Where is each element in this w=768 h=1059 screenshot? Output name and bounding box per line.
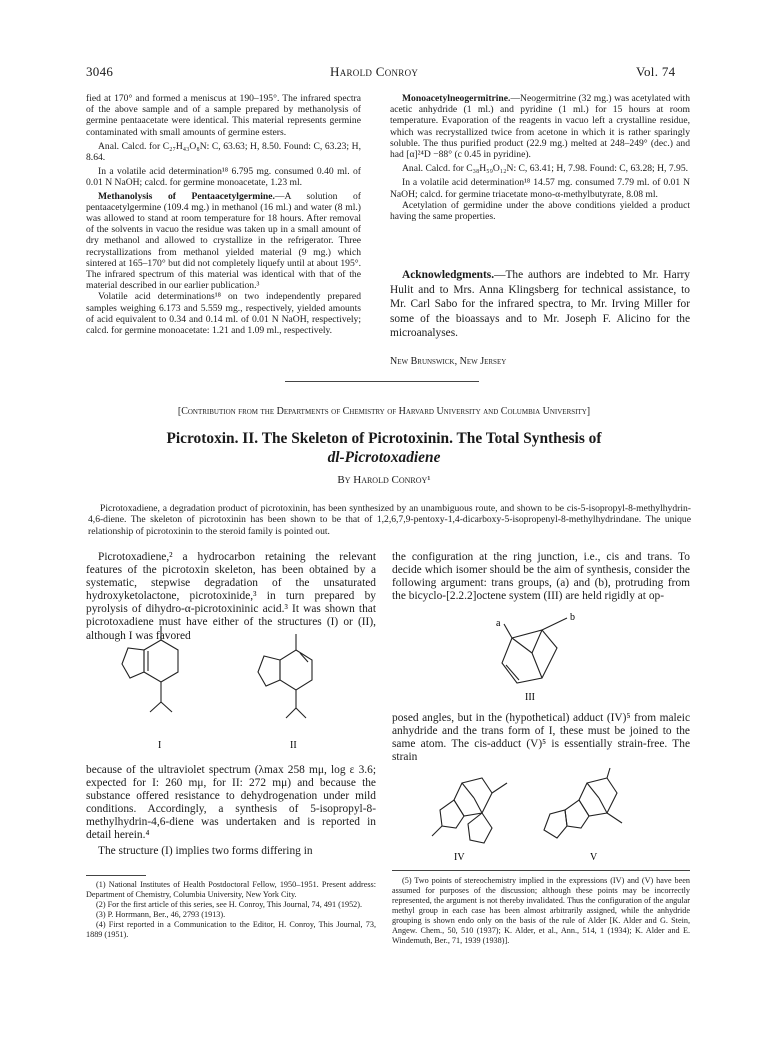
paragraph: The structure (I) implies two forms differing in [98, 844, 313, 857]
byline: By Harold Conroy¹ [337, 474, 431, 486]
structure-III [392, 608, 690, 703]
left-body-bottom [86, 764, 376, 858]
structure-I-ring-b [122, 648, 144, 678]
page-number: 3046 [86, 64, 114, 79]
right-body-middle [392, 712, 690, 764]
paragraph: because of the ultraviolet spectrum (λmax 258 mμ, log ε 3.6; expected for I: 260 mμ, for II: 272 mμ) and because the substance offered resistance to dehydrogenation under mild conditions. Accordingly, a synthesis of 5-isopropyl-8-methylhydrin-4,6-diene was undertaken and is reported in detail herein.⁴ [86, 764, 376, 842]
footnote: (1) National Institutes of Health Postdoctoral Fellow, 1950–1951. Present address: Department of Chemistry, Columbia University, New York City. [86, 880, 376, 899]
paragraph-text: —The authors are indebted to Mr. Harry Hulit and to Mrs. Anna Klingsberg for technical assistance, to Mr. Carl Sabo for the infrared spectra, to Mr. Irving Miller for some of the bioassays and to Mr. Joseph F. Alicino for the microanalyses. [390, 269, 690, 340]
group-a-bond [504, 624, 512, 638]
label-II: II [290, 740, 297, 751]
footnote: (5) Two points of stereochemistry implied in the expressions (IV) and (V) have been assumed for purposes of the discussion; although these points may be incorrectly represented, the argument is not thereby invalidated. Thus the configuration of the angular methyl group in each case has been almost arbitrarily assigned, while the anhydride grouping is shown endo only on the basis of the rule of Alder [K. Alder and G. Stein, Angew. Chem., 50, 510 (1937); K. Alder, et al., Ann., 514, 1 (1934); K. Alder and E. Windemuth, Ber., 71, 1939 (1938)]. [392, 876, 690, 945]
paragraph [390, 93, 690, 160]
paragraph: In a volatile acid determination¹⁸ 14.57 mg. consumed 7.79 ml. of 0.01 N NaOH; calcd. for germine triacetate mono-α-methylbutyrate, 8.08 ml. [390, 177, 690, 200]
anhydride-ring [544, 810, 567, 838]
footnotes-left [86, 880, 376, 940]
group-b-bond [542, 618, 567, 630]
paragraph [86, 191, 361, 292]
paragraph: Picrotoxadiene,² a hydrocarbon retaining the relevant features of the picrotoxin skeleton, has been obtained by a systematic, stepwise degradation of the unsaturated hydroxyketolactone, picrotoxinide,³ in turn prepared by pyrolysis of dihydro-α-picrotoxininic acid.³ It was shown that picrotoxadiene must have either of the structures (I) or (II), although I was favored [86, 551, 376, 642]
abstract-text: Picrotoxadiene, a degradation product of picrotoxinin, has been synthesized by an unambiguous route, and shown to be cis-5-isopropyl-8-methylhydrin-4,6-diene. The skeleton of picrotoxinin has been shown to be that of 1,2,6,7,9-pentoxy-1,4-dicarboxy-5-isopropenyl-8-methylhydrindane. The unique relationship of picrotoxinin to the steroid family is pointed out. [88, 503, 691, 537]
label-b: b [570, 612, 575, 623]
paragraph-text: —Neogermitrine (32 mg.) was acetylated with acetic anhydride (1 ml.) and pyridine (1 ml.) for 15 hours at room temperature. Evaporation of the reagents in vacuo left a crystalline residue, which was recrystallized twice from acetone in which it is rather sparingly soluble. The thus purified product (22.9 mg.) melted at 248–249° (dec.) and had [α]²⁴D −88° (c 0.45 in pyridine). [390, 93, 690, 161]
bond [492, 783, 507, 793]
anhydride-ring [468, 813, 492, 843]
running-author: Harold Conroy [330, 64, 419, 79]
structure-II-ring-a [280, 650, 312, 690]
divider [285, 381, 479, 382]
bond [599, 798, 607, 813]
section-heading: Acknowledgments. [402, 269, 495, 281]
label-I: I [158, 740, 162, 751]
section-heading: Methanolysis of Pentaacetylgermine. [98, 190, 275, 202]
structures-I-II [86, 620, 376, 755]
footnote-rule [392, 870, 690, 871]
bridge [512, 638, 532, 653]
article-title: Picrotoxin. II. The Skeleton of Picrotoxinin. The Total Synthesis of [166, 430, 602, 447]
paragraph: Acetylation of germidine under the above conditions yielded a product having the same properties. [390, 199, 690, 223]
label-III: III [525, 692, 535, 703]
paragraph-text: —A solution of pentaacetylgermine (109.4 mg.) in methanol (16 ml.) and water (8 ml.) was allowed to stand at room temperature for 18 hours. After removal of the solvents in vacuo the residue was taken up in a small amount of dry methanol and allowed to crystallize in the refrigerator. Three recrystallizations from methanol yielded material (9 mg.) which sintered at 165–170° but did not completely liquefy until at about 195°. The infrared spectrum of this material was identical with that of the material described in our earlier publication.³ [86, 190, 361, 292]
footnote: (3) P. Horrmann, Ber., 46, 2793 (1913). [96, 910, 226, 919]
bond [607, 813, 622, 823]
paragraph: fied at 170° and formed a meniscus at 190–195°. The infrared spectra of the above sample and of a sample prepared by methanolysis of germine pentaacetate were identical. This material represents germine contaminated with small amounts of germine esters. [86, 93, 361, 138]
bond [474, 798, 482, 813]
place: New Brunswick, New Jersey [390, 356, 507, 367]
label-V: V [590, 852, 598, 863]
double-bond [300, 653, 308, 662]
bond [587, 783, 599, 798]
bond [462, 783, 474, 798]
right-body-top [392, 551, 690, 603]
volume: Vol. 74 [636, 64, 676, 79]
structure-I-ring-a [144, 640, 178, 682]
label-a: a [496, 618, 501, 629]
paragraph: posed angles, but in the (hypothetical) adduct (IV)⁵ from maleic anhydride and the trans form of I, these must be joined to the same atom. The cis-adduct (V)⁵ is essentially strain-free. The strain [392, 712, 690, 764]
footnote: (4) First reported in a Communication to the Editor, H. Conroy, This Journal, 73, 1889 (1951). [86, 920, 376, 939]
footnote-rule [86, 875, 146, 876]
left-top-column [86, 93, 361, 336]
label-IV: IV [454, 852, 465, 863]
isopropyl-bond [286, 708, 296, 718]
isopropyl-bond [150, 702, 161, 712]
bond [432, 826, 442, 836]
paragraph: Anal. Calcd. for C₂₇H₄₃O₈N: C, 63.63; H, 8.50. Found: C, 63.23; H, 8.64. [86, 140, 361, 164]
paragraph: In a volatile acid determination¹⁸ 6.795 mg. consumed 0.40 ml. of 0.01 N NaOH; calcd. for germine monoacetate, 1.23 ml. [86, 166, 361, 189]
paragraph: Volatile acid determinations¹⁸ on two independently prepared samples weighing 6.173 and 5.559 mg., respectively, yielded amounts of acid equivalent to 0.34 and 0.14 ml. of 0.01 N NaOH, respectively; calcd. for germine monoacetate: 1.21 and 1.09 ml., respectively. [86, 291, 361, 337]
footnote: (2) For the first article of this series, see H. Conroy, This Journal, 74, 491 (1952). [96, 900, 363, 909]
right-top-column [390, 93, 690, 222]
section-heading: Monoacetylneogermitrine. [402, 93, 511, 104]
acknowledgments [390, 268, 690, 341]
paragraph: Anal. Calcd. for C₃₈H₅₉O₁₂N: C, 63.41; H, 7.98. Found: C, 63.28; H, 7.95. [402, 163, 689, 175]
structure-II-ring-b [258, 656, 280, 686]
article-title-2: dl-Picrotoxadiene [327, 449, 441, 466]
structures-IV-V [392, 768, 690, 863]
structure-V-ring-b [565, 800, 589, 828]
isopropyl-bond [296, 708, 306, 718]
bond [607, 768, 610, 778]
bridge [532, 630, 542, 653]
bicyclooctene-outer [502, 630, 557, 683]
contribution-line: [Contribution from the Departments of Chemistry of Harvard University and Columbia University] [177, 406, 591, 417]
paragraph: the configuration at the ring junction, i.e., cis and trans. To decide which isomer should be the aim of synthesis, consider the following argument: trans groups, (a) and (b), protruding from the bicyclo-[2.2.2]octene system (III) are held rigidly at op- [392, 551, 690, 603]
structure-IV-ring-b [440, 800, 464, 828]
abstract [88, 503, 691, 537]
footnote-right [392, 876, 690, 946]
bridge [532, 653, 542, 678]
isopropyl-bond [161, 702, 172, 712]
